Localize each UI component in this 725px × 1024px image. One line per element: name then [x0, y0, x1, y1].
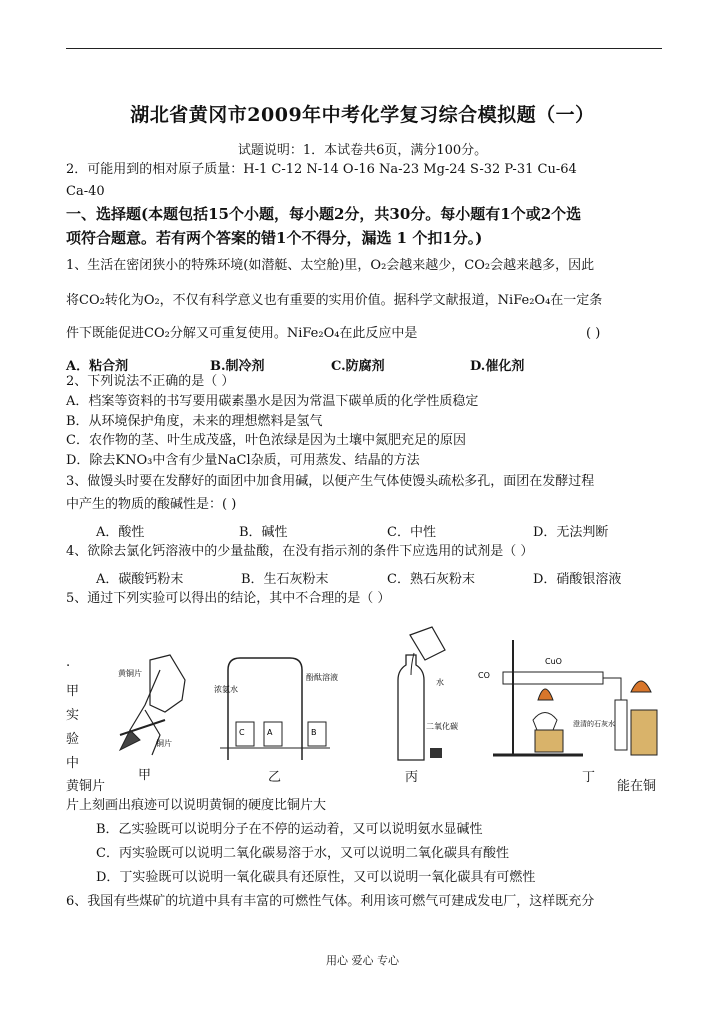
q1-line3: 件下既能促进CO₂分解又可重复使用。NiFe₂O₄在此反应中是 [66, 326, 418, 341]
fig-ding-limewater-label: 澄清的石灰水 [573, 720, 615, 728]
q1-line2: 将CO₂转化为O₂，不仅有科学意义也有重要的实用价值。据科学文献报道，NiFe₂O₄在一定条 [66, 293, 603, 308]
q5-side-dot: . [66, 655, 71, 670]
page-footer: 用心 爱心 专心 [326, 954, 399, 967]
q1-option-a: A．粘合剂 [66, 359, 129, 374]
q4-option-c: C．熟石灰粉末 [387, 572, 475, 587]
fig-label-jia: 甲 [138, 768, 152, 783]
q6-line1: 6、我国有些煤矿的坑道中具有丰富的可燃性气体。利用该可燃气可建成发电厂，这样既充分 [66, 894, 595, 909]
q5-stem: 5、通过下列实验可以得出的结论，其中不合理的是（ ） [66, 591, 391, 606]
fig-jia-brass-label: 黄铜片 [118, 669, 142, 678]
experiment-ding-figure [473, 630, 663, 765]
fig-label-yi: 乙 [268, 770, 282, 785]
fig-ding-co-label: CO [478, 671, 490, 680]
fig-label-ding: 丁 [582, 770, 596, 785]
q2-option-d: D．除去KNO₃中含有少量NaCl杂质，可用蒸发、结晶的方法 [66, 453, 420, 468]
instructions-line2: 2．可能用到的相对原子质量：H-1 C-12 N-14 O-16 Na-23 Mg-24 S-32 P-31 Cu-64 [66, 162, 577, 177]
q4-option-b: B．生石灰粉末 [241, 572, 329, 587]
q4-option-a: A．碳酸钙粉末 [96, 572, 184, 587]
q1-option-d: D.催化剂 [470, 359, 525, 374]
q4-option-d: D．硝酸银溶液 [533, 572, 622, 587]
fig-ding-cuo-label: CuO [545, 657, 562, 666]
instructions-line1: 试题说明：1．本试卷共6页，满分100分。 [237, 143, 488, 158]
q5-option-d: D．丁实验既可以说明一氧化碳具有还原性，又可以说明一氧化碳具有可燃性 [96, 870, 536, 885]
q1-line1: 1、生活在密闭狭小的特殊环境(如潜艇、太空舱)里，O₂会越来越少，CO₂会越来越多，因此 [66, 258, 595, 273]
fig-bing-water-label: 水 [436, 678, 444, 687]
q3-option-c: C．中性 [387, 525, 436, 540]
q2-stem: 2、下列说法不正确的是（ ） [66, 374, 235, 389]
q5-side-char-3: 验 [66, 732, 80, 747]
q5-option-a-cont: 片上刻画出痕迹可以说明黄铜的硬度比铜片大 [66, 798, 327, 813]
q1-option-b: B.制冷剂 [210, 359, 265, 374]
section-heading-1: 一、选择题(本题包括15个小题，每小题2分，共30分。每小题有1个或2个选 [66, 205, 582, 223]
fig-label-bing: 丙 [405, 770, 419, 785]
page-title: 湖北省黄冈市2009年中考化学复习综合模拟题（一） [130, 104, 595, 126]
instructions-line2b: Ca-40 [66, 184, 105, 199]
fig-yi-beaker-b: B [311, 728, 317, 737]
q3-option-b: B．碱性 [239, 525, 288, 540]
q5-option-c: C．丙实验既可以说明二氧化碳易溶于水，又可以说明二氧化碳具有酸性 [96, 846, 509, 861]
q2-option-c: C．农作物的茎、叶生成茂盛，叶色浓绿是因为土壤中氮肥充足的原因 [66, 433, 466, 448]
q5-side-char-1: 甲 [66, 684, 80, 699]
fig-jia-copper-label: 铜片 [156, 739, 172, 748]
section-heading-2: 项符合题意。若有两个答案的错1个不得分，漏选 1 个扣1分。) [66, 229, 483, 247]
q5-side-char-2: 实 [66, 708, 80, 723]
q5-tail-right: 能在铜 [617, 779, 657, 794]
q3-line1: 3、做馒头时要在发酵好的面团中加食用碱，以便产生气体使馒头疏松多孔，面团在发酵过程 [66, 474, 595, 489]
fig-bing-co2-label: 二氧化碳 [426, 722, 458, 731]
q3-line2: 中产生的物质的酸碱性是：( ) [66, 497, 237, 512]
q2-option-b: B．从环境保护角度，未来的理想燃料是氢气 [66, 414, 323, 429]
experiment-yi-figure [208, 650, 338, 765]
q2-option-a: A．档案等资料的书写要用碳素墨水是因为常温下碳单质的化学性质稳定 [66, 394, 479, 409]
q5-side-tail: 黄铜片 [66, 779, 106, 794]
q1-option-c: C.防腐剂 [331, 359, 385, 374]
q3-option-d: D．无法判断 [533, 525, 609, 540]
q3-option-a: A．酸性 [96, 525, 145, 540]
header-rule [66, 48, 662, 49]
fig-yi-beaker-c: C [239, 728, 245, 737]
fig-yi-beaker-a: A [267, 728, 273, 737]
q5-side-char-4: 中 [66, 756, 80, 771]
experiment-jia-figure [90, 640, 200, 765]
q5-option-b: B．乙实验既可以说明分子在不停的运动着，又可以说明氨水显碱性 [96, 822, 483, 837]
q4-stem: 4、欲除去氯化钙溶液中的少量盐酸，在没有指示剂的条件下应选用的试剂是（ ） [66, 544, 534, 559]
experiment-bing-figure [370, 625, 465, 770]
fig-yi-phenol-label: 酚酞溶液 [306, 673, 338, 682]
q1-answer-paren: ( ) [586, 326, 601, 341]
fig-yi-ammonia-label: 浓氨水 [214, 685, 238, 694]
